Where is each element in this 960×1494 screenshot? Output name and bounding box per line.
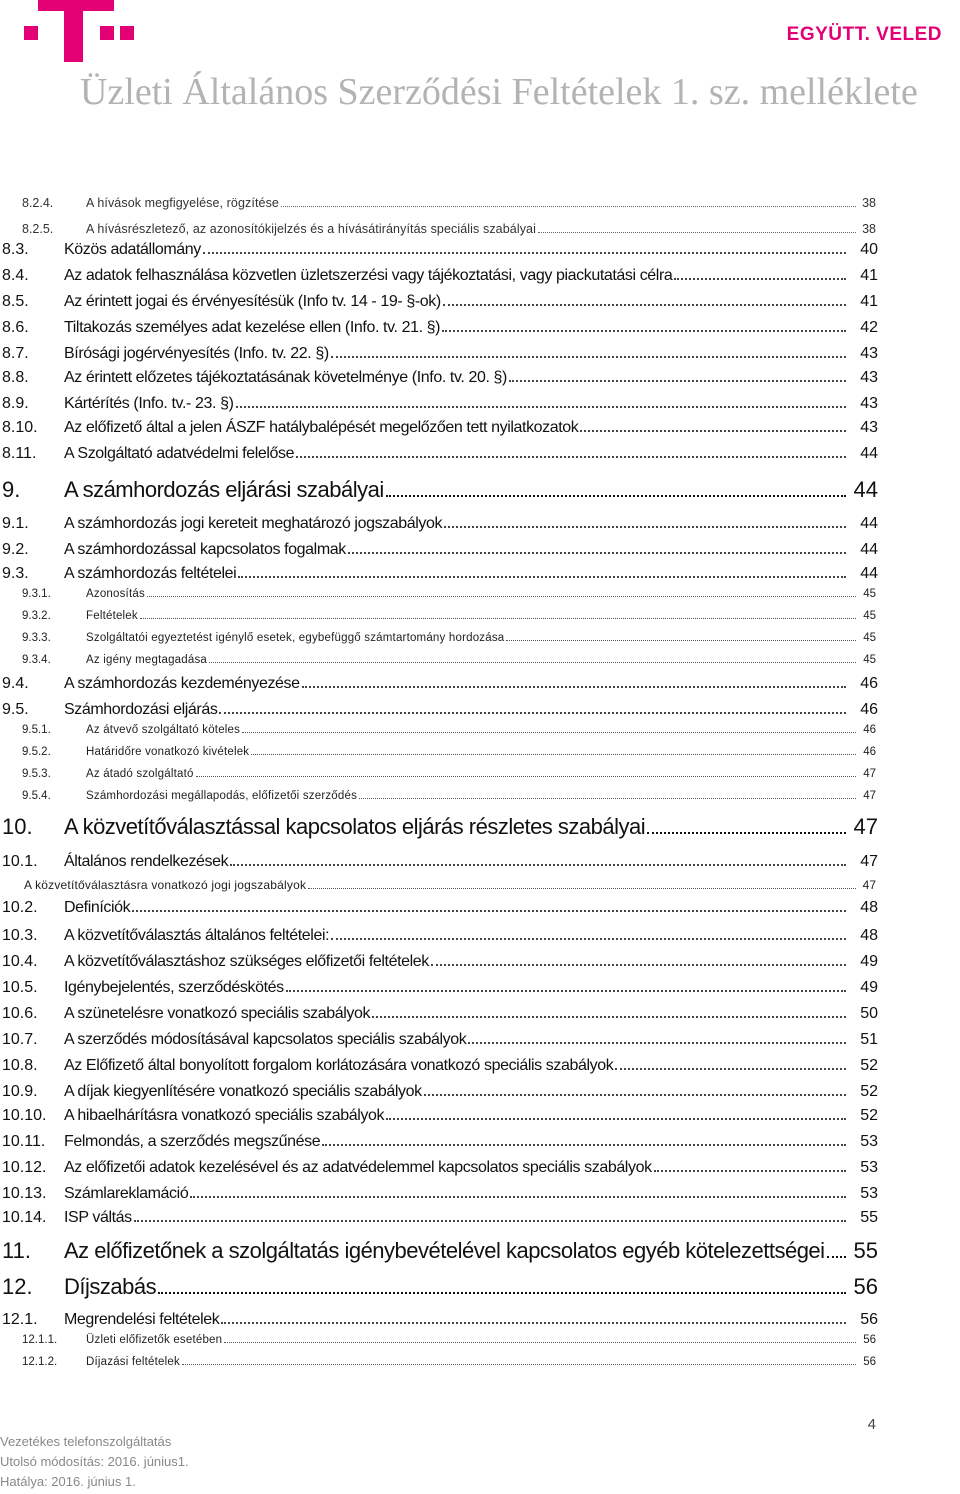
toc-dot-leader	[538, 223, 856, 233]
toc-entry[interactable]	[0, 952, 960, 971]
toc-entry-title: Díjszabás	[64, 1274, 157, 1299]
toc-entry-page: 56	[863, 1356, 876, 1369]
toc-dot-leader	[331, 344, 846, 358]
toc-entry-page: 56	[853, 1274, 878, 1299]
footer-effective: Hatálya: 2016. június 1.	[0, 1474, 136, 1489]
toc-entry-page: 44	[860, 565, 878, 582]
toc-entry[interactable]	[0, 292, 960, 311]
toc-entry-number: 10.3.	[2, 927, 38, 944]
toc-dot-leader	[509, 368, 846, 382]
toc-entry-number: 10.7.	[2, 1031, 38, 1048]
toc-entry[interactable]	[0, 1208, 960, 1227]
toc-entry-page: 44	[860, 541, 878, 558]
toc-dot-leader	[238, 564, 846, 578]
toc-entry-page: 50	[860, 1005, 878, 1022]
toc-entry-title: A hívások megfigyelése, rögzítése	[86, 196, 279, 210]
toc-dot-leader	[132, 898, 846, 912]
toc-entry-title: Az előfizető által a jelen ÁSZF hatálybalépését megelőzően tett nyilatkozatok	[64, 419, 579, 436]
toc-entry-number: 10.14.	[2, 1209, 47, 1226]
toc-entry-page: 53	[860, 1159, 878, 1176]
toc-dot-leader	[182, 1356, 856, 1365]
toc-entry[interactable]	[0, 768, 960, 780]
toc-entry[interactable]	[0, 1056, 960, 1075]
toc-entry-number: 8.11.	[2, 445, 37, 462]
toc-entry[interactable]	[0, 610, 960, 622]
toc-entry[interactable]	[0, 632, 960, 644]
toc-entry-number: 10.2.	[2, 899, 38, 916]
toc-entry-title: A szünetelésre vonatkozó speciális szabályok	[64, 1005, 371, 1022]
toc-entry-title: Határidőre vonatkozó kivételek	[86, 746, 250, 759]
toc-entry-title: Feltételek	[86, 610, 138, 623]
toc-entry-page: 41	[860, 267, 878, 284]
toc-entry-number: 8.8.	[2, 369, 29, 386]
toc-entry-page: 56	[860, 1311, 878, 1328]
toc-entry-page: 45	[863, 610, 876, 623]
toc-entry-number: 9.5.3.	[22, 768, 51, 781]
toc-entry-number: 12.1.2.	[22, 1356, 58, 1369]
document-title: Üzleti Általános Szerződési Feltételek 1. sz. melléklete	[80, 71, 918, 113]
toc-dot-leader	[203, 240, 846, 254]
toc-entry[interactable]	[0, 540, 960, 559]
toc-entry-page: 38	[862, 196, 876, 210]
toc-dot-leader	[230, 852, 846, 866]
toc-entry[interactable]	[0, 1158, 960, 1177]
toc-entry-page: 44	[860, 515, 878, 532]
toc-entry-page: 44	[853, 477, 878, 502]
toc-dot-leader	[281, 197, 856, 207]
toc-entry-number: 9.5.2.	[22, 746, 51, 759]
toc-entry-title: A számhordozás feltételei	[64, 565, 237, 582]
toc-entry[interactable]	[0, 514, 960, 533]
toc-entry-title: Felmondás, a szerződés megszűnése	[64, 1133, 321, 1150]
toc-entry-number: 10.10.	[2, 1107, 47, 1124]
toc-entry-number: 9.3.3.	[22, 632, 51, 645]
toc-entry[interactable]	[0, 588, 960, 600]
toc-dot-leader	[158, 1276, 846, 1295]
toc-entry-number: 9.2.	[2, 541, 29, 558]
toc-entry-page: 49	[860, 979, 878, 996]
toc-entry-number: 8.6.	[2, 319, 29, 336]
toc-entry-title: Számhordozási eljárás	[64, 701, 218, 718]
toc-entry-page: 46	[860, 675, 878, 692]
toc-entry[interactable]	[0, 1356, 960, 1368]
toc-entry-page: 46	[863, 724, 876, 737]
toc-entry-number: 9.1.	[2, 515, 29, 532]
toc-entry[interactable]	[0, 1184, 960, 1203]
toc-entry-title: A közvetítőválasztás általános feltételei:	[64, 927, 330, 944]
toc-entry[interactable]	[0, 674, 960, 693]
toc-entry-page: 49	[860, 953, 878, 970]
toc-entry-number: 8.7.	[2, 345, 29, 362]
toc-entry-title: Az igény megtagadása	[86, 654, 207, 667]
toc-entry-page: 38	[862, 222, 876, 236]
toc-entry[interactable]	[0, 654, 960, 666]
toc-entry-title: A hibaelhárításra vonatkozó speciális szabályok	[64, 1107, 385, 1124]
toc-entry-number: 8.4.	[2, 267, 29, 284]
toc-entry-number: 9.5.1.	[22, 724, 51, 737]
toc-entry-title: Megrendelési feltételek	[64, 1311, 220, 1328]
toc-entry-number: 9.3.2.	[22, 610, 51, 623]
toc-entry-number: 9.3.4.	[22, 654, 51, 667]
toc-entry[interactable]	[0, 878, 960, 892]
toc-entry-title: Számhordozási megállapodás, előfizetői szerződés	[86, 790, 358, 803]
toc-entry-title: A közvetítőválasztáshoz szükséges előfizetői feltételek	[64, 953, 429, 970]
toc-entry-number: 9.5.	[2, 701, 29, 718]
toc-entry[interactable]	[0, 477, 960, 503]
toc-entry-title: Definíciók	[64, 899, 131, 916]
toc-entry-number: 9.4.	[2, 675, 29, 692]
toc-entry-page: 45	[863, 588, 876, 601]
toc-entry-title: Bírósági jogérvényesítés (Info. tv. 22. §)	[64, 345, 329, 362]
toc-entry-page: 40	[860, 241, 878, 258]
toc-dot-leader	[147, 588, 856, 597]
toc-entry-title: Azonosítás	[86, 588, 145, 601]
toc-entry-page: 46	[860, 701, 878, 718]
toc-entry-title: Az átvevő szolgáltató köteles	[86, 724, 241, 737]
toc-entry-page: 45	[863, 632, 876, 645]
toc-entry-page: 52	[860, 1083, 878, 1100]
toc-entry-number: 8.5.	[2, 293, 29, 310]
toc-entry-page: 42	[860, 319, 878, 336]
toc-entry-number: 10.13.	[2, 1185, 47, 1202]
toc-entry[interactable]	[0, 1030, 960, 1049]
toc-entry-page: 55	[853, 1238, 878, 1263]
toc-entry-page: 41	[860, 293, 878, 310]
toc-dot-leader	[654, 1158, 846, 1172]
toc-dot-leader	[224, 1334, 856, 1343]
toc-entry-title: Az adatok felhasználása közvetlen üzletszerzési vagy tájékoztatási, vagy piackutatási célra	[64, 267, 673, 284]
footer-service: Vezetékes telefonszolgáltatás	[0, 1434, 172, 1449]
toc-entry-number: 10.4.	[2, 953, 38, 970]
toc-entry-title: A számhordozással kapcsolatos fogalmak	[64, 541, 346, 558]
toc-entry-number: 9.5.4.	[22, 790, 51, 803]
toc-entry-number: 10.	[2, 814, 33, 839]
toc-entry[interactable]	[0, 196, 960, 210]
toc-entry-number: 8.2.5.	[22, 222, 54, 236]
toc-entry-page: 47	[863, 768, 876, 781]
toc-entry[interactable]	[0, 1334, 960, 1346]
toc-entry-number: 10.9.	[2, 1083, 38, 1100]
toc-entry-title: A számhordozás jogi kereteit meghatározó jogszabályok	[64, 515, 443, 532]
toc-entry[interactable]	[0, 1106, 960, 1125]
toc-entry-page: 47	[862, 878, 876, 892]
toc-entry[interactable]	[0, 1310, 960, 1329]
toc-dot-leader	[209, 654, 856, 663]
toc-dot-leader	[236, 394, 846, 408]
toc-entry[interactable]	[0, 1082, 960, 1101]
brand-slogan: EGYÜTT. VELED	[786, 24, 942, 45]
toc-entry-number: 10.1.	[2, 853, 38, 870]
toc-entry-page: 52	[860, 1107, 878, 1124]
toc-entry-page: 47	[863, 790, 876, 803]
toc-entry[interactable]	[0, 724, 960, 736]
toc-entry-page: 56	[863, 1334, 876, 1347]
toc-entry-number: 8.3.	[2, 241, 29, 258]
toc-entry-page: 46	[863, 746, 876, 759]
toc-entry-title: A hívásrészletező, az azonosítókijelzés és a hívásátirányítás speciális szabályai	[86, 222, 536, 236]
toc-entry[interactable]	[0, 1132, 960, 1151]
toc-entry[interactable]	[0, 394, 960, 413]
toc-entry-number: 10.11.	[2, 1133, 46, 1150]
toc-entry-title: A közvetítőválasztásra vonatkozó jogi jogszabályok	[24, 878, 307, 892]
toc-dot-leader	[615, 1056, 846, 1070]
toc-entry[interactable]	[0, 240, 960, 259]
toc-dot-leader	[308, 880, 856, 889]
toc-entry-title: Kártérítés (Info. tv.- 23. §)	[64, 395, 234, 412]
toc-entry-number: 12.	[2, 1274, 33, 1299]
toc-entry-number: 8.10.	[2, 419, 38, 436]
toc-entry-number: 10.12.	[2, 1159, 47, 1176]
toc-entry-page: 48	[860, 927, 878, 944]
toc-entry-number: 11.	[2, 1238, 31, 1263]
toc-entry[interactable]	[0, 898, 960, 917]
toc-entry[interactable]	[0, 318, 960, 337]
toc-dot-leader	[444, 514, 846, 528]
toc-dot-leader	[302, 674, 846, 688]
toc-entry-title: A közvetítőválasztással kapcsolatos eljárás részletes szabályai	[64, 814, 646, 839]
toc-entry-page: 53	[860, 1133, 878, 1150]
toc-entry-title: A díjak kiegyenlítésére vonatkozó speciális szabályok	[64, 1083, 422, 1100]
telekom-logo	[24, 0, 134, 64]
toc-entry-number: 8.9.	[2, 395, 29, 412]
toc-entry-title: Az előfizetőnek a szolgáltatás igénybevételével kapcsolatos egyéb kötelezettségei	[64, 1238, 825, 1263]
toc-dot-leader	[442, 318, 846, 332]
toc-dot-leader	[196, 768, 856, 777]
page-number: 4	[867, 1416, 876, 1433]
toc-entry-title: ISP váltás	[64, 1209, 132, 1226]
toc-entry-title: Az Előfizető által bonyolított forgalom korlátozására vonatkozó speciális szabályok	[64, 1057, 614, 1074]
toc-dot-leader	[372, 1004, 846, 1018]
toc-entry-number: 12.1.	[2, 1311, 38, 1328]
toc-dot-leader	[359, 790, 856, 799]
footer-modified: Utolsó módosítás: 2016. június1.	[0, 1454, 189, 1469]
toc-entry-title: Üzleti előfizetők esetében	[86, 1334, 223, 1347]
toc-entry[interactable]	[0, 852, 960, 871]
toc-entry-number: 12.1.1.	[22, 1334, 58, 1347]
document-footer	[0, 1432, 189, 1492]
toc-entry-title: Tiltakozás személyes adat kezelése ellen (Info. tv. 21. §)	[64, 319, 441, 336]
toc-entry[interactable]	[0, 344, 960, 363]
toc-dot-leader	[348, 540, 846, 554]
toc-entry-title: Az érintett előzetes tájékoztatásának követelménye (Info. tv. 20. §)	[64, 369, 507, 386]
toc-entry-title: Számlareklamáció	[64, 1185, 189, 1202]
toc-entry-number: 10.6.	[2, 1005, 38, 1022]
toc-entry-page: 47	[860, 853, 878, 870]
toc-entry-page: 43	[860, 395, 878, 412]
toc-entry-title: A számhordozás kezdeményezése	[64, 675, 300, 692]
toc-dot-leader	[674, 266, 846, 280]
toc-entry[interactable]	[0, 700, 960, 719]
toc-dot-leader	[431, 952, 846, 966]
toc-dot-leader	[580, 418, 846, 432]
toc-dot-leader	[468, 1030, 846, 1044]
toc-entry-title: Igénybejelentés, szerződéskötés	[64, 979, 284, 996]
toc-entry-title: A számhordozás eljárási szabályai	[64, 477, 384, 502]
toc-entry-title: A szerződés módosításával kapcsolatos speciális szabályok	[64, 1031, 467, 1048]
toc-entry[interactable]	[0, 266, 960, 285]
toc-dot-leader	[647, 816, 846, 835]
toc-dot-leader	[331, 926, 846, 940]
toc-dot-leader	[322, 1132, 846, 1146]
toc-entry-page: 43	[860, 369, 878, 386]
toc-entry[interactable]	[0, 790, 960, 802]
toc-entry-page: 55	[860, 1209, 878, 1226]
toc-dot-leader	[386, 1106, 846, 1120]
toc-entry-number: 10.5.	[2, 979, 38, 996]
toc-entry-title: Az átadó szolgáltató	[86, 768, 194, 781]
toc-entry[interactable]	[0, 1274, 960, 1300]
toc-dot-leader	[286, 978, 846, 992]
toc-entry[interactable]	[0, 564, 960, 583]
toc-entry-page: 43	[860, 419, 878, 436]
toc-entry-title: A Szolgáltató adatvédelmi felelőse	[64, 445, 295, 462]
toc-entry-title: Szolgáltatói egyeztetést igénylő esetek, egybefüggő számtartomány hordozása	[86, 632, 505, 645]
toc-dot-leader	[296, 444, 846, 458]
toc-entry-number: 9.	[2, 477, 21, 502]
toc-entry-page: 45	[863, 654, 876, 667]
toc-entry-number: 8.2.4.	[22, 196, 54, 210]
toc-entry[interactable]	[0, 418, 960, 437]
toc-dot-leader	[251, 746, 856, 755]
toc-dot-leader	[386, 479, 846, 498]
toc-entry-page: 52	[860, 1057, 878, 1074]
toc-entry-number: 10.8.	[2, 1057, 38, 1074]
toc-entry[interactable]	[0, 1238, 960, 1264]
toc-dot-leader	[443, 292, 846, 306]
toc-entry[interactable]	[0, 444, 960, 463]
toc-entry[interactable]	[0, 814, 960, 840]
toc-dot-leader	[827, 1240, 846, 1259]
toc-entry-title: Az előfizetői adatok kezelésével és az adatvédelemmel kapcsolatos speciális szabályok	[64, 1159, 652, 1176]
toc-entry-title: Díjazási feltételek	[86, 1356, 180, 1369]
toc-dot-leader	[219, 700, 846, 714]
toc-dot-leader	[221, 1310, 846, 1324]
toc-entry-number: 9.3.1.	[22, 588, 51, 601]
toc-entry[interactable]	[0, 746, 960, 758]
toc-entry-title: Közös adatállomány	[64, 241, 201, 258]
toc-entry-title: Általános rendelkezések	[64, 853, 229, 870]
toc-entry-page: 51	[860, 1031, 878, 1048]
toc-entry-page: 43	[860, 345, 878, 362]
toc-entry-page: 53	[860, 1185, 878, 1202]
toc-entry[interactable]	[0, 1004, 960, 1023]
toc-entry-page: 44	[860, 445, 878, 462]
toc-entry[interactable]	[0, 222, 960, 236]
toc-entry[interactable]	[0, 368, 960, 387]
toc-dot-leader	[242, 724, 856, 733]
toc-entry[interactable]	[0, 978, 960, 997]
toc-dot-leader	[424, 1082, 846, 1096]
toc-dot-leader	[506, 632, 856, 641]
toc-dot-leader	[134, 1208, 846, 1222]
toc-entry-page: 47	[853, 814, 878, 839]
toc-dot-leader	[140, 610, 856, 619]
toc-entry-title: Az érintett jogai és érvényesítésük (Info tv. 14 - 19- §-ok)	[64, 293, 441, 310]
toc-entry[interactable]	[0, 926, 960, 945]
toc-dot-leader	[190, 1184, 846, 1198]
toc-entry-number: 9.3.	[2, 565, 29, 582]
toc-entry-page: 48	[860, 899, 878, 916]
